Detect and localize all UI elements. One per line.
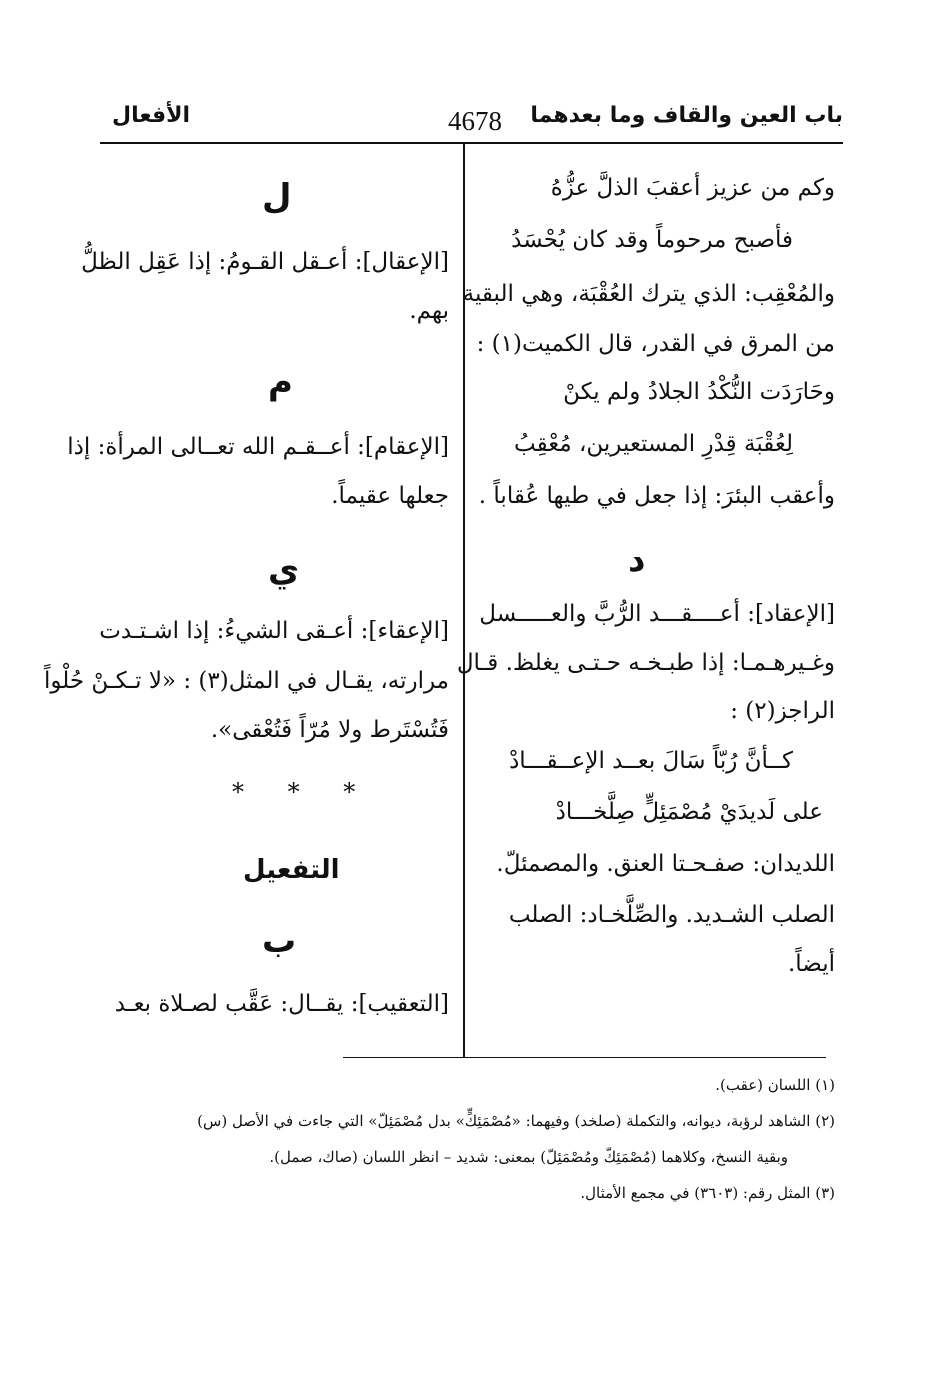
- text-line: الصلب الشـديد. والصِّلَّخـاد: الصلب: [508, 902, 835, 928]
- running-head-section: الأفعال: [112, 103, 191, 128]
- entry-line: جعلها عقيماً.: [331, 483, 449, 509]
- footnote: (٣) المثل رقم: (٣٦٠٣) في مجمع الأمثال.: [580, 1184, 835, 1202]
- entry-letter-dal: د: [628, 540, 646, 580]
- footnote: (٢) الشاهد لرؤبة، ديوانه، والتكملة (صلخد) وفيهما: «مُصْمَئِكٍّ» بدل مُصْمَئِلّ» التي جاءت في الأصل (س): [197, 1112, 835, 1130]
- verse-line: على لَديدَيْ مُصْمَئِلٍّ صِلَّخـــادْ: [555, 799, 823, 825]
- text-line: اللديدان: صفـحـتا العنق. والمصمئلّ.: [496, 851, 835, 877]
- footnote: (١) اللسان (عقب).: [715, 1076, 835, 1094]
- verse-line: كــأنَّ رُبّاً سَالَ بعــد الإعــقـــادْ: [509, 748, 793, 774]
- entry-line: [الإعقاد]: أعــــقـــد الرُّبَّ والعـــــسل: [479, 601, 835, 627]
- page-number: 4678: [448, 106, 502, 136]
- column-divider: [463, 142, 465, 1057]
- entry-letter-ba: ب: [262, 921, 297, 961]
- entry-line: [الإعقاء]: أعـقى الشيءُ: إذا اشـتـدت: [99, 618, 449, 644]
- text-line: وأعقب البئرَ: إذا جعل في طيها عُقاباً .: [478, 483, 835, 509]
- entry-line: [الإعقال]: أعـقل القـومُ: إذا عَقِل الظلُّ: [81, 249, 449, 275]
- header-rule: [100, 142, 843, 144]
- section-title: التفعيل: [243, 855, 340, 885]
- running-head-title: باب العين والقاف وما بعدهما: [530, 103, 843, 128]
- verse-line: فأصبح مرحوماً وقد كان يُحْسَدُ: [511, 227, 793, 253]
- verse-line: وحَارَدَت النُّكْدُ الجلادُ ولم يكنْ: [563, 379, 835, 405]
- footnote-rule: [343, 1057, 826, 1058]
- entry-line: [التعقيب]: يقــال: عَقَّب لصـلاة بعـد: [114, 991, 449, 1017]
- entry-line: [الإعقام]: أعــقـم الله تعــالى المرأة: إذا: [67, 434, 449, 460]
- text-line: من المرق في القدر، قال الكميت(١) :: [476, 331, 835, 357]
- entry-line: فَتُسْتَرط ولا مُرّاً فَتُعْقى».: [210, 717, 449, 743]
- verse-line: وكم من عزيز أعقبَ الذلَّ عزُّهُ: [550, 175, 835, 201]
- entry-line: وغـيرهـمـا: إذا طبـخـه حـتـى يغلظ. قـال: [456, 650, 835, 676]
- entry-letter-lam: ل: [262, 177, 292, 217]
- text-line: والمُعْقِب: الذي يترك العُقْبَة، وهي البقية: [462, 281, 835, 307]
- entry-line: الراجز(٢) :: [730, 698, 835, 724]
- entry-line: مرارته، يقـال في المثل(٣) : «لا تـكـنْ حُلْواً: [44, 668, 449, 694]
- entry-letter-ya: ي: [268, 550, 300, 590]
- verse-line: لِعُقْبَة قِدْرِ المستعيرين، مُعْقِبُ: [514, 431, 793, 457]
- footnote-continuation: وبقية النسخ، وكلاهما (مُصْمَئِكّ ومُصْمَئِلّ) بمعنى: شديد – انظر اللسان (صاك، صمل).: [269, 1148, 788, 1166]
- entry-line: بهم.: [409, 298, 449, 324]
- section-separator: * * *: [232, 778, 374, 806]
- text-line: أيضاً.: [787, 951, 835, 977]
- entry-letter-mim: م: [268, 362, 293, 402]
